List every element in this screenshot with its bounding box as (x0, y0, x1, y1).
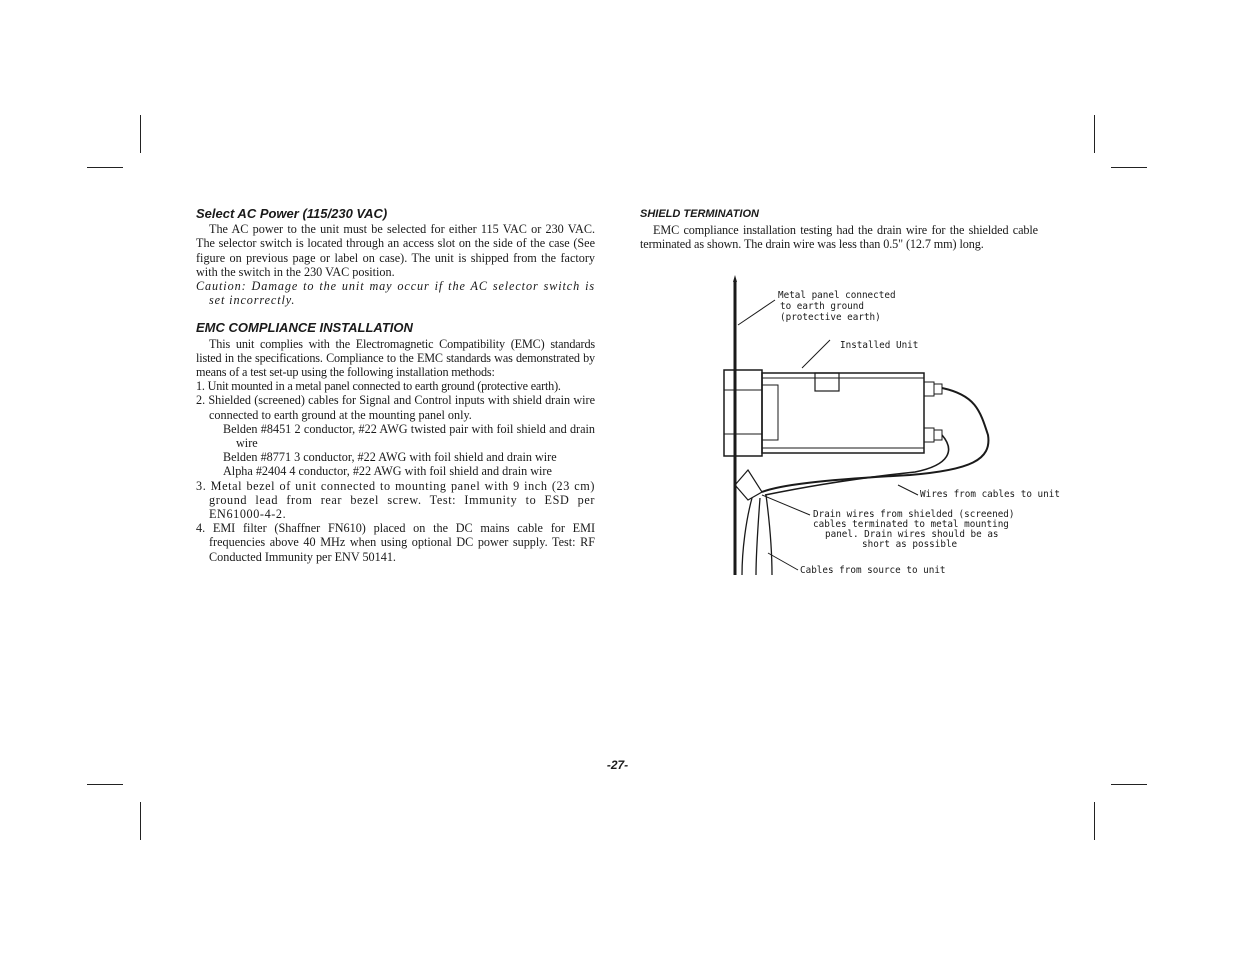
crop-mark (1111, 167, 1147, 168)
drain-label-line-3: panel. Drain wires should be as (825, 529, 999, 540)
emc-list-item-2: 2. Shielded (screened) cables for Signal and Control inputs with shield drain wire connected to earth ground at the mounting panel only. (196, 393, 595, 422)
emc-list-item-4: 4. EMI filter (Shaffner FN610) placed on the DC mains cable for EMI frequencies above 40 MHz when using optional DC power supply. Test: RF Conducted Immunity per ENV 50141. (196, 521, 595, 564)
unit-case (762, 373, 924, 453)
drain-label-line-4: short as possible (862, 539, 958, 550)
drain-label-line-1: Drain wires from shielded (screened) (813, 509, 1015, 520)
cable-spec-belden-8771: Belden #8771 3 conductor, #22 AWG with foil shield and drain wire (223, 450, 557, 465)
installed-unit-label: Installed Unit (840, 340, 919, 351)
left-column (196, 207, 595, 564)
drain-label-line-2: cables terminated to metal mounting (813, 519, 1009, 530)
crop-mark (140, 802, 141, 840)
crop-mark (140, 115, 141, 153)
emc-intro-paragraph: This unit complies with the Electromagnetic Compatibility (EMC) standards listed in the specifications. Compliance to the EMC standards was demonstrated by means of a test set-up using the following installation methods: (196, 336, 595, 380)
panel-label-line-1: Metal panel connected (778, 290, 896, 301)
shield-paragraph: EMC compliance installation testing had the drain wire for the shielded cable terminated as shown. The drain wire was less than 0.5" (12.7 mm) long. (640, 223, 1038, 252)
cables-label: Cables from source to unit (800, 565, 946, 576)
ac-power-paragraph: The AC power to the unit must be selected for either 115 VAC or 230 VAC. The selector switch is located through an access slot on the side of the case (See figure on previous page or label on case). The unit is shipped from the factory with the switch in the 230 VAC position. (196, 222, 595, 279)
section-heading-ac-power: Select AC Power (115/230 VAC) (196, 206, 388, 221)
shield-termination-diagram (700, 270, 1060, 585)
page-number: -27- (606, 758, 629, 772)
crop-mark (1094, 802, 1095, 840)
section-heading-shield: SHIELD TERMINATION (640, 208, 759, 220)
emc-list-item-3: 3. Metal bezel of unit connected to mounting panel with 9 inch (23 cm) ground lead from rear bezel screw. Test: Immunity to ESD per EN61000-4-2. (196, 478, 595, 522)
crop-mark (1111, 784, 1147, 785)
caution-note: Caution: Damage to the unit may occur if the AC selector switch is set incorrectly. (196, 279, 595, 308)
panel-label-line-2: to earth ground (780, 301, 864, 312)
cable-spec-belden-8451: Belden #8451 2 conductor, #22 AWG twisted pair with foil shield and drain wire (223, 421, 595, 451)
unit-bezel (724, 370, 762, 456)
right-column (640, 207, 1038, 252)
cable-spec-alpha-2404: Alpha #2404 4 conductor, #22 AWG with foil shield and drain wire (223, 464, 552, 479)
section-heading-emc: EMC COMPLIANCE INSTALLATION (196, 320, 413, 336)
panel-label-line-3: (protective earth) (780, 312, 881, 323)
crop-mark (87, 784, 123, 785)
emc-list-item-1: 1. Unit mounted in a metal panel connected to earth ground (protective earth). (196, 379, 561, 394)
wires-label: Wires from cables to unit (920, 489, 1060, 500)
crop-mark (1094, 115, 1095, 153)
crop-mark (87, 167, 123, 168)
